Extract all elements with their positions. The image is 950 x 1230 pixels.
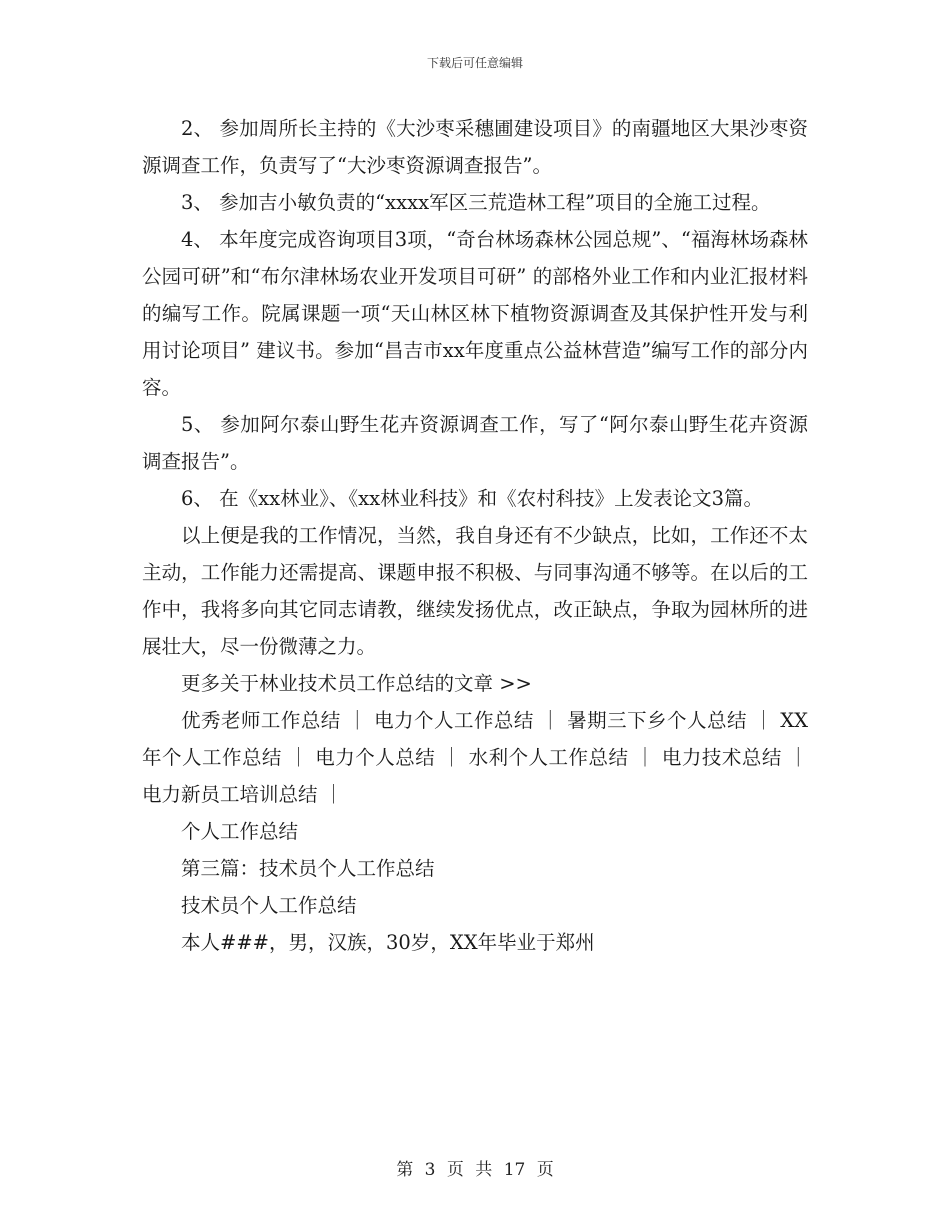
article-title: 技术员个人工作总结 [181, 894, 357, 917]
paragraph-item-2: 2、 参加周所长主持的《大沙枣采穗圃建设项目》的南疆地区大果沙枣资源调查工作，负责写了“大沙枣资源调查报告”。 [142, 117, 808, 177]
section-heading: 个人工作总结 [181, 820, 299, 843]
related-links[interactable]: 优秀老师工作总结 ｜ 电力个人工作总结 ｜ 暑期三下乡个人总结 ｜ XX年个人工作总结 ｜ 电力个人总结 ｜ 水利个人工作总结 ｜ 电力技术总结 ｜ 电力新员工培训总结 ｜ [142, 709, 808, 806]
page-header: 下载后可任意编辑 [426, 56, 523, 70]
paragraph-item-6: 6、 在《xx林业》、《xx林业科技》和《农村科技》上发表论文3篇。 [181, 487, 764, 510]
document-body [142, 110, 808, 961]
paragraph-item-5: 5、 参加阿尔泰山野生花卉资源调查工作，写了“阿尔泰山野生花卉资源调查报告”。 [142, 413, 808, 473]
chapter-heading: 第三篇：技术员个人工作总结 [181, 857, 435, 880]
paragraph-item-4: 4、 本年度完成咨询项目3项，“奇台林场森林公园总规”、“福海林场森林公园可研”和“布尔津林场农业开发项目可研” 的部格外业工作和内业汇报材料的编写工作。院属课题一项“天山林区林下植物资源调查及其保护性开发与利用讨论项目” 建议书。参加“昌吉市xx年度重点公益林营造”编写工作的部分内容。 [142, 228, 808, 399]
paragraph-intro: 本人###，男，汉族，30岁，XX年毕业于郑州 [181, 931, 595, 954]
paragraph-item-3: 3、 参加吉小敏负责的“xxxx军区三荒造林工程”项目的全施工过程。 [181, 191, 771, 214]
page-number: 第 3 页 共 17 页 [396, 1160, 554, 1180]
paragraph-summary: 以上便是我的工作情况，当然，我自身还有不少缺点，比如，工作还不太主动，工作能力还需提高、课题申报不积极、与同事沟通不够等。在以后的工作中，我将多向其它同志请教，继续发扬优点，改正缺点，争取为园林所的进展壮大，尽一份微薄之力。 [142, 524, 808, 658]
more-articles-link[interactable]: 更多关于林业技术员工作总结的文章 >> [181, 672, 532, 695]
